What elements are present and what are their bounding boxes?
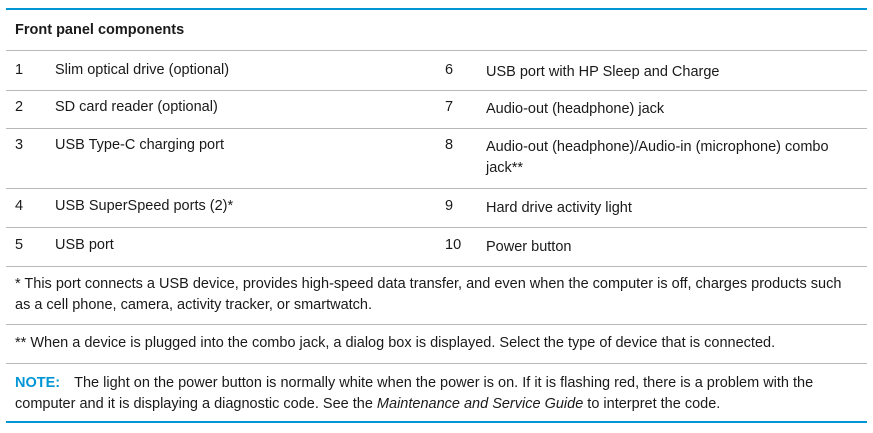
component-name: Slim optical drive (optional) — [55, 62, 230, 78]
component-name: USB port with HP Sleep and Charge — [486, 64, 720, 80]
table-row — [6, 129, 867, 189]
component-number: 4 — [15, 198, 24, 214]
table-row — [6, 91, 867, 129]
component-name: Power button — [486, 239, 572, 255]
note-power-light — [6, 364, 867, 423]
guide-title: Maintenance and Service Guide — [376, 396, 584, 412]
component-number: 7 — [445, 99, 454, 115]
table-title: Front panel components — [15, 22, 185, 38]
component-number: 1 — [15, 62, 24, 78]
component-number: 2 — [15, 99, 24, 115]
front-panel-components-table — [6, 8, 867, 423]
component-number: 3 — [15, 137, 24, 153]
footnote-text: ** When a device is plugged into the combo jack, a dialog box is displayed. Select the type of device that is connected. — [15, 335, 776, 351]
component-number: 5 — [15, 237, 24, 253]
note-label: NOTE: — [15, 375, 61, 391]
note-body: The light on the power button is normally white when the power is on. If it is flashing red, there is a problem with the computer and it is displaying a diagnostic code. See the — [15, 375, 814, 412]
footnote-combo-jack — [6, 325, 867, 364]
table-row — [6, 51, 867, 91]
table-header — [6, 10, 867, 51]
component-number: 8 — [445, 137, 454, 153]
note-text — [6, 373, 867, 421]
component-name: USB port — [55, 237, 114, 253]
component-name: Hard drive activity light — [486, 200, 632, 216]
component-name: Audio-out (headphone)/Audio-in (microphone) combo jack** — [486, 139, 829, 176]
component-name: USB SuperSpeed ports (2)* — [55, 198, 234, 214]
note-body-end: to interpret the code. — [583, 396, 721, 412]
table-row — [6, 228, 867, 267]
component-name: SD card reader (optional) — [55, 99, 218, 115]
footnote-text: * This port connects a USB device, provides high-speed data transfer, and even when the computer is off, charges products such as a cell phone, camera, activity tracker, or smartwatch. — [15, 276, 842, 313]
component-name: Audio-out (headphone) jack — [486, 101, 665, 117]
table-row — [6, 189, 867, 228]
component-number: 9 — [445, 198, 454, 214]
component-name: USB Type-C charging port — [55, 137, 224, 153]
footnote-usb-superspeed — [6, 267, 867, 325]
component-number: 10 — [445, 237, 462, 253]
component-number: 6 — [445, 62, 454, 78]
